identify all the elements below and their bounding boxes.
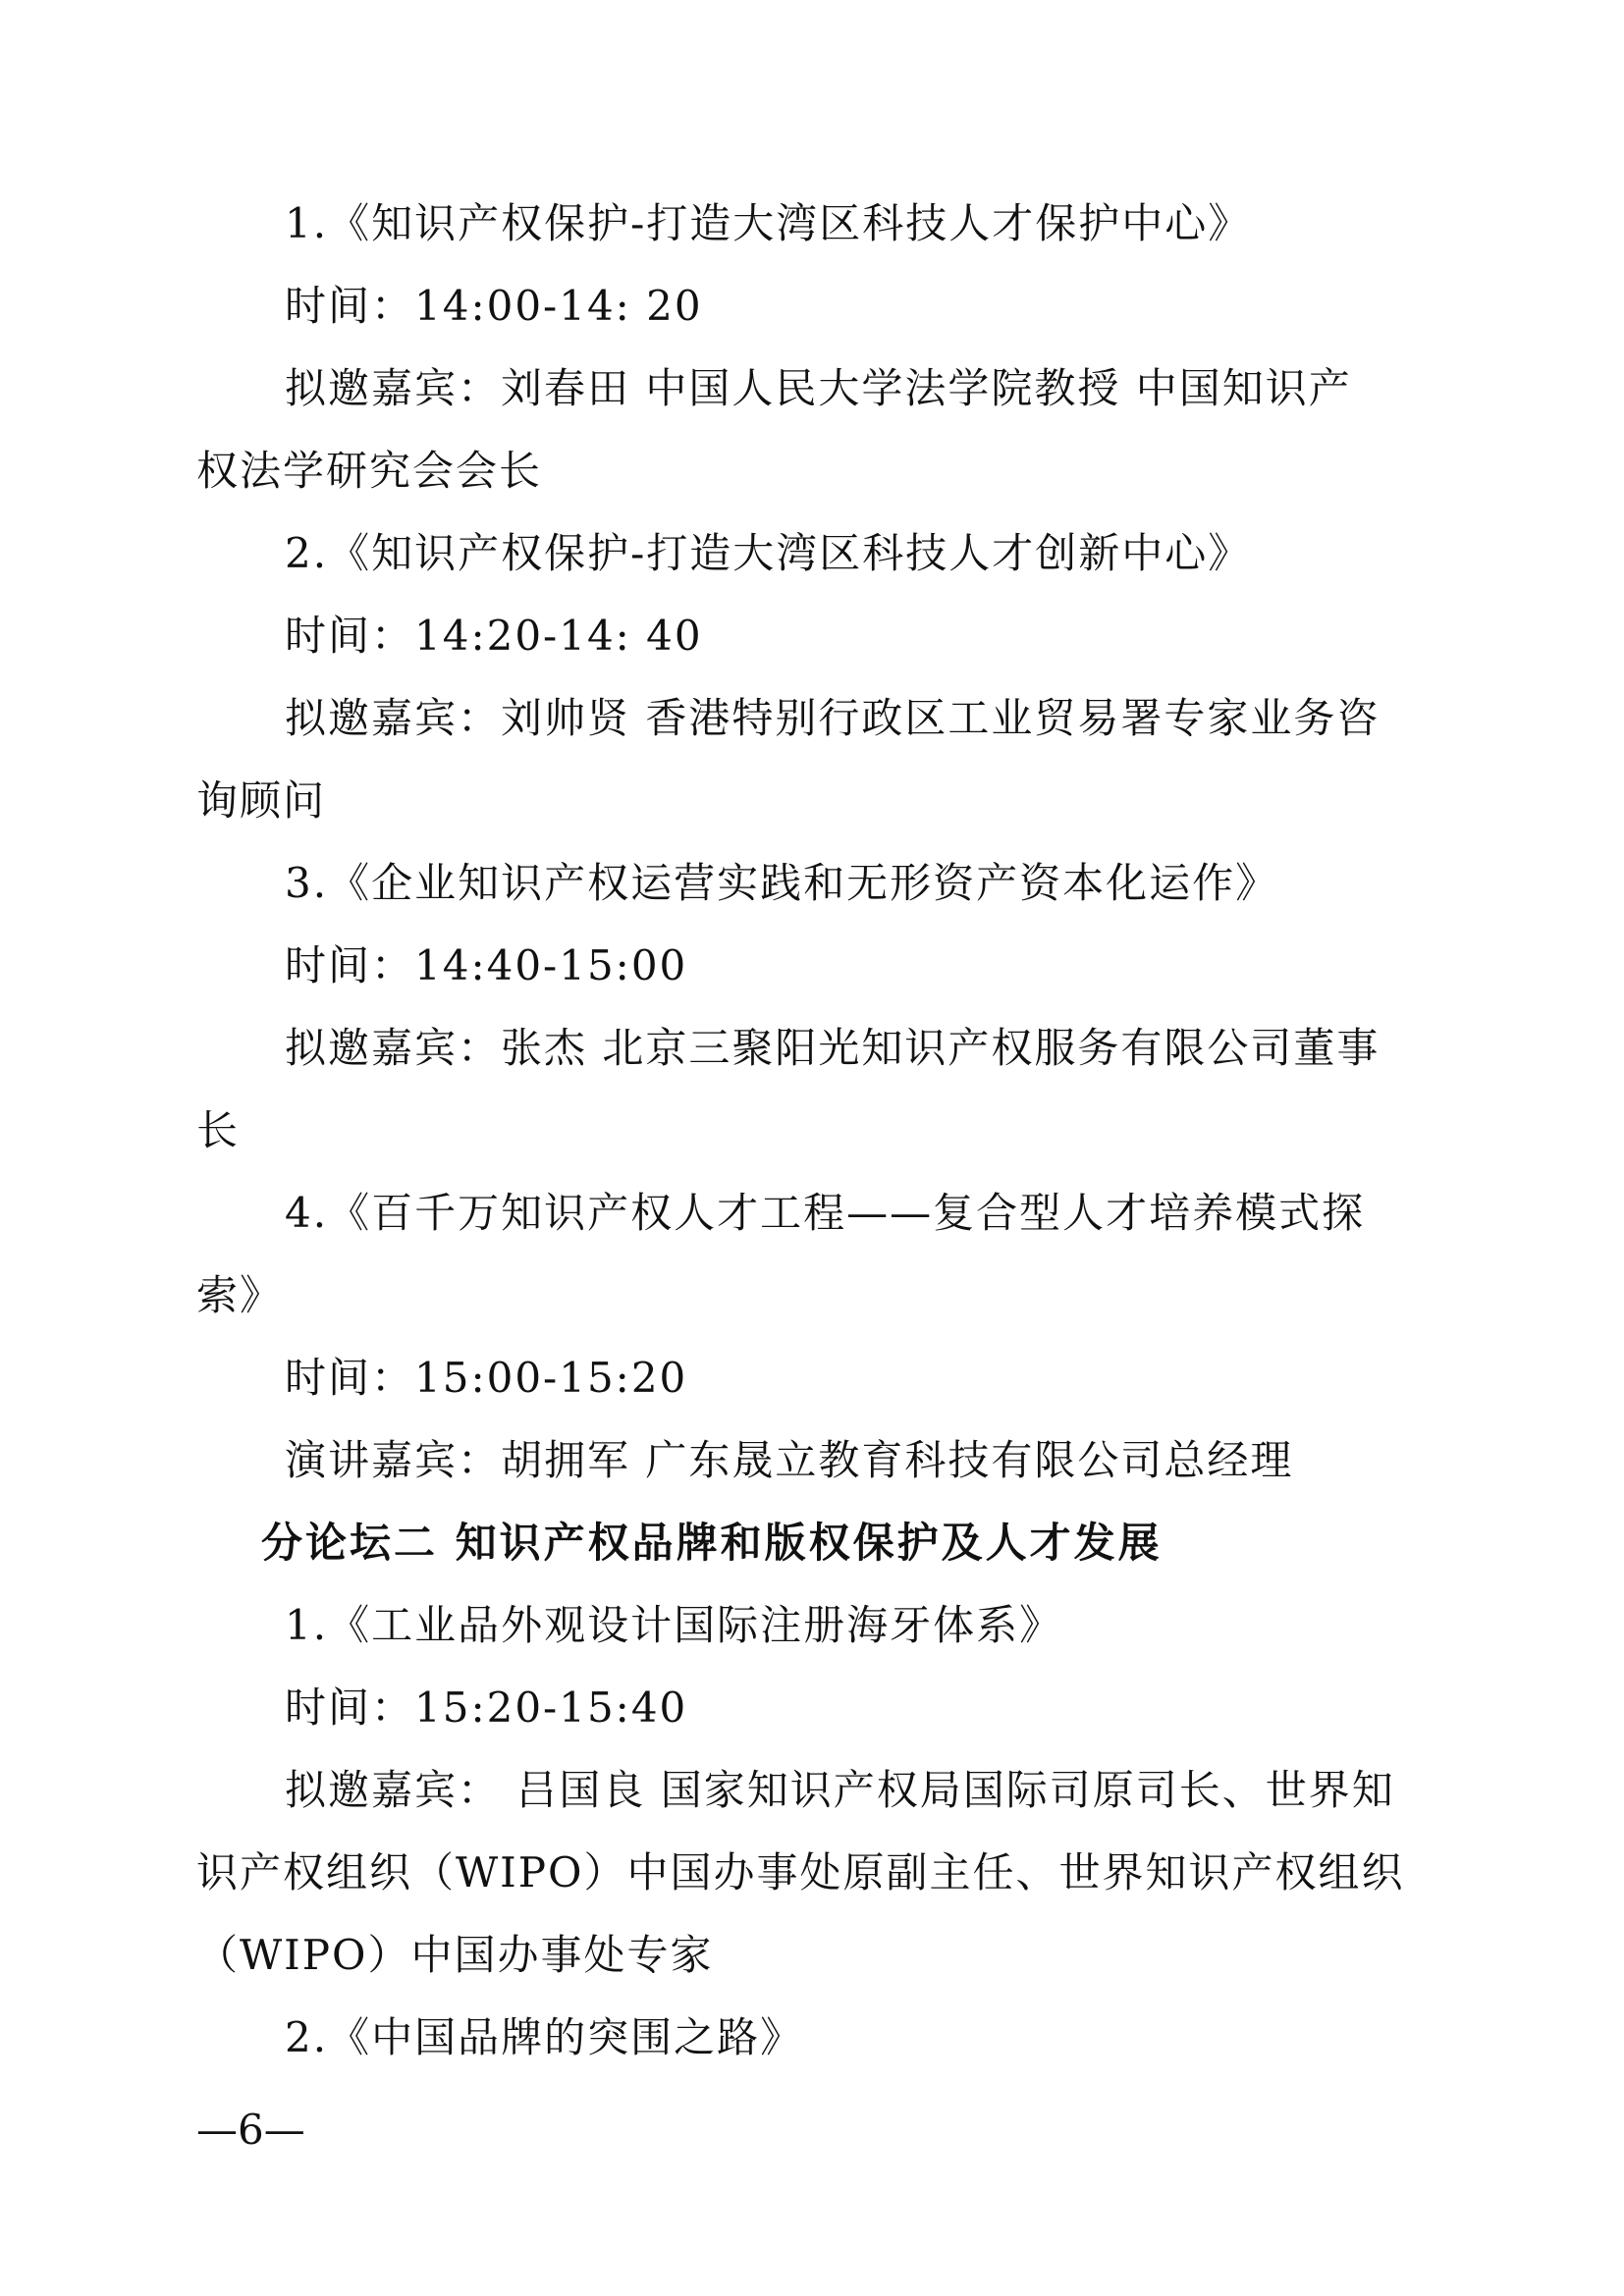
talk-4-speaker: 演讲嘉宾：胡拥军 广东晟立教育科技有限公司总经理 bbox=[285, 1436, 1294, 1484]
talk-2-time: 时间：14:20-14: 40 bbox=[285, 612, 703, 660]
forum2-talk-1-guest: 拟邀嘉宾： 吕国良 国家知识产权局国际司原司长、世界知 bbox=[285, 1766, 1395, 1814]
talk-1-guest-cont: 权法学研究会会长 bbox=[196, 447, 543, 495]
talk-1-title: 1.《知识产权保护-打造大湾区科技人才保护中心》 bbox=[285, 199, 1252, 247]
forum2-talk-1-guest-cont: 识产权组织（WIPO）中国办事处原副主任、世界知识产权组织 bbox=[196, 1848, 1405, 1896]
talk-2-guest: 拟邀嘉宾：刘帅贤 香港特别行政区工业贸易署专家业务咨 bbox=[285, 694, 1380, 742]
talk-2-title: 2.《知识产权保护-打造大湾区科技人才创新中心》 bbox=[285, 529, 1252, 577]
talk-1-time: 时间：14:00-14: 20 bbox=[285, 282, 703, 330]
talk-3-time: 时间：14:40-15:00 bbox=[285, 941, 688, 989]
talk-4-time: 时间：15:00-15:20 bbox=[285, 1354, 688, 1402]
forum-2-heading: 分论坛二 知识产权品牌和版权保护及人才发展 bbox=[261, 1519, 1163, 1567]
forum2-talk-1-guest-cont2: （WIPO）中国办事处专家 bbox=[196, 1931, 714, 1979]
page-number: —6— bbox=[196, 2106, 305, 2154]
talk-3-title: 3.《企业知识产权运营实践和无形资产资本化运作》 bbox=[285, 859, 1279, 907]
talk-3-guest-cont: 长 bbox=[196, 1106, 241, 1154]
talk-3-guest: 拟邀嘉宾：张杰 北京三聚阳光知识产权服务有限公司董事 bbox=[285, 1024, 1380, 1072]
talk-4-title-cont: 索》 bbox=[196, 1271, 284, 1319]
talk-4-title: 4.《百千万知识产权人才工程——复合型人才培养模式探 bbox=[285, 1189, 1366, 1237]
forum2-talk-1-time: 时间：15:20-15:40 bbox=[285, 1683, 688, 1732]
forum2-talk-2-title: 2.《中国品牌的突围之路》 bbox=[285, 2013, 804, 2061]
talk-2-guest-cont: 询顾问 bbox=[196, 776, 327, 825]
talk-1-guest: 拟邀嘉宾：刘春田 中国人民大学法学院教授 中国知识产 bbox=[285, 364, 1352, 412]
forum2-talk-1-title: 1.《工业品外观设计国际注册海牙体系》 bbox=[285, 1601, 1063, 1649]
